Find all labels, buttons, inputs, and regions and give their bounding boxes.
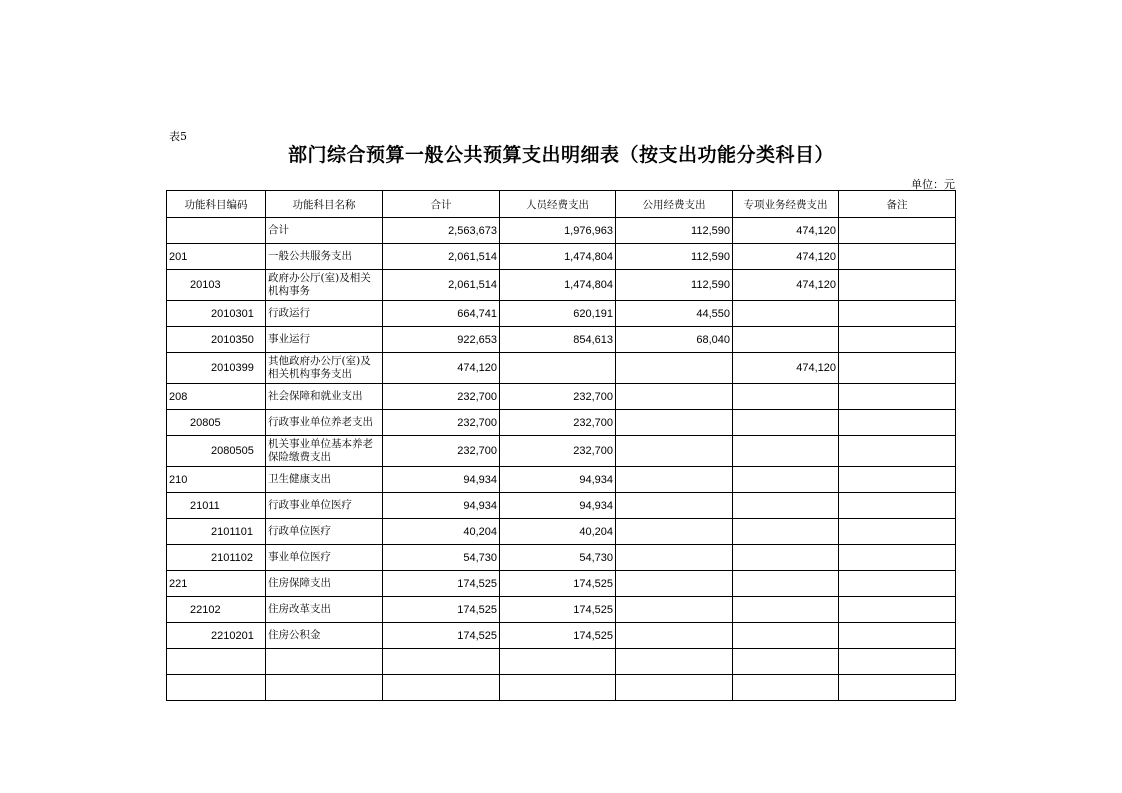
cell-personnel: 174,525 bbox=[500, 623, 616, 649]
cell-special bbox=[733, 493, 839, 519]
cell-note bbox=[839, 327, 956, 353]
cell-personnel: 620,191 bbox=[500, 301, 616, 327]
cell-code bbox=[167, 675, 266, 701]
cell-special bbox=[733, 675, 839, 701]
table-row bbox=[167, 623, 956, 649]
cell-code: 2010399 bbox=[167, 353, 266, 384]
column-header-public: 公用经费支出 bbox=[616, 191, 733, 218]
cell-public: 112,590 bbox=[616, 270, 733, 301]
cell-name bbox=[266, 649, 383, 675]
table-header-row bbox=[167, 191, 956, 218]
cell-personnel bbox=[500, 649, 616, 675]
cell-special: 474,120 bbox=[733, 218, 839, 244]
cell-total: 2,061,514 bbox=[383, 270, 500, 301]
cell-total: 474,120 bbox=[383, 353, 500, 384]
cell-total: 922,653 bbox=[383, 327, 500, 353]
cell-total: 94,934 bbox=[383, 493, 500, 519]
cell-total: 2,061,514 bbox=[383, 244, 500, 270]
cell-note bbox=[839, 467, 956, 493]
cell-personnel bbox=[500, 675, 616, 701]
cell-name: 行政事业单位养老支出 bbox=[266, 410, 383, 436]
cell-total bbox=[383, 675, 500, 701]
table-row bbox=[167, 353, 956, 384]
cell-total: 40,204 bbox=[383, 519, 500, 545]
table-row bbox=[167, 675, 956, 701]
cell-total: 54,730 bbox=[383, 545, 500, 571]
column-header-total: 合计 bbox=[383, 191, 500, 218]
table-row bbox=[167, 436, 956, 467]
cell-special bbox=[733, 436, 839, 467]
cell-note bbox=[839, 301, 956, 327]
cell-total: 174,525 bbox=[383, 597, 500, 623]
cell-personnel: 1,976,963 bbox=[500, 218, 616, 244]
cell-total bbox=[383, 649, 500, 675]
cell-public: 112,590 bbox=[616, 218, 733, 244]
cell-name: 机关事业单位基本养老保险缴费支出 bbox=[266, 436, 383, 467]
cell-total: 232,700 bbox=[383, 410, 500, 436]
cell-total: 2,563,673 bbox=[383, 218, 500, 244]
cell-total: 664,741 bbox=[383, 301, 500, 327]
table-row bbox=[167, 649, 956, 675]
cell-total: 174,525 bbox=[383, 571, 500, 597]
cell-code: 2101101 bbox=[167, 519, 266, 545]
cell-public bbox=[616, 675, 733, 701]
cell-personnel: 232,700 bbox=[500, 410, 616, 436]
cell-special bbox=[733, 571, 839, 597]
cell-name: 合计 bbox=[266, 218, 383, 244]
cell-special bbox=[733, 545, 839, 571]
cell-total: 232,700 bbox=[383, 436, 500, 467]
cell-public bbox=[616, 545, 733, 571]
cell-note bbox=[839, 649, 956, 675]
cell-special bbox=[733, 649, 839, 675]
cell-name: 住房公积金 bbox=[266, 623, 383, 649]
page-title: 部门综合预算一般公共预算支出明细表（按支出功能分类科目） bbox=[287, 144, 834, 166]
cell-personnel: 232,700 bbox=[500, 384, 616, 410]
cell-total: 94,934 bbox=[383, 467, 500, 493]
cell-note bbox=[839, 597, 956, 623]
cell-code: 20103 bbox=[167, 270, 266, 301]
cell-public bbox=[616, 597, 733, 623]
cell-name: 行政单位医疗 bbox=[266, 519, 383, 545]
cell-code: 221 bbox=[167, 571, 266, 597]
cell-note bbox=[839, 493, 956, 519]
cell-special: 474,120 bbox=[733, 270, 839, 301]
table-row bbox=[167, 467, 956, 493]
cell-code: 21011 bbox=[167, 493, 266, 519]
cell-code: 208 bbox=[167, 384, 266, 410]
cell-note bbox=[839, 410, 956, 436]
cell-personnel: 854,613 bbox=[500, 327, 616, 353]
cell-personnel: 40,204 bbox=[500, 519, 616, 545]
cell-special bbox=[733, 327, 839, 353]
table-row bbox=[167, 410, 956, 436]
table-row bbox=[167, 327, 956, 353]
table-body bbox=[167, 218, 956, 701]
column-header-name: 功能科目名称 bbox=[266, 191, 383, 218]
cell-code: 2010301 bbox=[167, 301, 266, 327]
cell-personnel: 174,525 bbox=[500, 571, 616, 597]
cell-total: 174,525 bbox=[383, 623, 500, 649]
cell-personnel: 1,474,804 bbox=[500, 244, 616, 270]
cell-code: 2210201 bbox=[167, 623, 266, 649]
cell-public bbox=[616, 519, 733, 545]
cell-name: 其他政府办公厅(室)及相关机构事务支出 bbox=[266, 353, 383, 384]
cell-public bbox=[616, 384, 733, 410]
cell-public bbox=[616, 649, 733, 675]
cell-name: 事业单位医疗 bbox=[266, 545, 383, 571]
cell-note bbox=[839, 436, 956, 467]
cell-special bbox=[733, 410, 839, 436]
cell-name: 卫生健康支出 bbox=[266, 467, 383, 493]
cell-personnel bbox=[500, 353, 616, 384]
cell-note bbox=[839, 571, 956, 597]
column-header-code: 功能科目编码 bbox=[167, 191, 266, 218]
cell-code: 20805 bbox=[167, 410, 266, 436]
cell-public bbox=[616, 467, 733, 493]
cell-note bbox=[839, 384, 956, 410]
cell-name: 政府办公厅(室)及相关机构事务 bbox=[266, 270, 383, 301]
cell-name bbox=[266, 675, 383, 701]
column-header-personnel: 人员经费支出 bbox=[500, 191, 616, 218]
cell-personnel: 94,934 bbox=[500, 493, 616, 519]
cell-personnel: 94,934 bbox=[500, 467, 616, 493]
cell-public bbox=[616, 571, 733, 597]
sheet-label: 表5 bbox=[169, 130, 187, 143]
table-row bbox=[167, 545, 956, 571]
cell-special bbox=[733, 519, 839, 545]
cell-code bbox=[167, 218, 266, 244]
cell-note bbox=[839, 218, 956, 244]
cell-code: 201 bbox=[167, 244, 266, 270]
table-row bbox=[167, 218, 956, 244]
table-row bbox=[167, 493, 956, 519]
cell-personnel: 54,730 bbox=[500, 545, 616, 571]
table-row bbox=[167, 270, 956, 301]
table-row bbox=[167, 301, 956, 327]
cell-special bbox=[733, 384, 839, 410]
cell-public bbox=[616, 623, 733, 649]
cell-personnel: 174,525 bbox=[500, 597, 616, 623]
cell-public bbox=[616, 493, 733, 519]
cell-note bbox=[839, 270, 956, 301]
cell-note bbox=[839, 353, 956, 384]
cell-special bbox=[733, 467, 839, 493]
cell-name: 社会保障和就业支出 bbox=[266, 384, 383, 410]
cell-special bbox=[733, 301, 839, 327]
cell-special bbox=[733, 623, 839, 649]
cell-note bbox=[839, 244, 956, 270]
budget-table bbox=[166, 190, 956, 701]
cell-name: 行政事业单位医疗 bbox=[266, 493, 383, 519]
cell-note bbox=[839, 623, 956, 649]
cell-name: 一般公共服务支出 bbox=[266, 244, 383, 270]
column-header-special: 专项业务经费支出 bbox=[733, 191, 839, 218]
cell-code: 210 bbox=[167, 467, 266, 493]
cell-personnel: 1,474,804 bbox=[500, 270, 616, 301]
cell-code: 22102 bbox=[167, 597, 266, 623]
cell-name: 事业运行 bbox=[266, 327, 383, 353]
table-row bbox=[167, 597, 956, 623]
cell-special: 474,120 bbox=[733, 353, 839, 384]
table-row bbox=[167, 384, 956, 410]
cell-public bbox=[616, 410, 733, 436]
cell-special bbox=[733, 597, 839, 623]
cell-public bbox=[616, 353, 733, 384]
unit-label: 单位：元 bbox=[911, 178, 955, 191]
cell-note bbox=[839, 675, 956, 701]
column-header-note: 备注 bbox=[839, 191, 956, 218]
table-row bbox=[167, 244, 956, 270]
cell-code bbox=[167, 649, 266, 675]
cell-public: 44,550 bbox=[616, 301, 733, 327]
cell-public: 68,040 bbox=[616, 327, 733, 353]
cell-name: 住房改革支出 bbox=[266, 597, 383, 623]
cell-total: 232,700 bbox=[383, 384, 500, 410]
cell-note bbox=[839, 519, 956, 545]
cell-public bbox=[616, 436, 733, 467]
cell-code: 2080505 bbox=[167, 436, 266, 467]
cell-note bbox=[839, 545, 956, 571]
cell-code: 2101102 bbox=[167, 545, 266, 571]
cell-public: 112,590 bbox=[616, 244, 733, 270]
cell-special: 474,120 bbox=[733, 244, 839, 270]
table-row bbox=[167, 571, 956, 597]
cell-name: 住房保障支出 bbox=[266, 571, 383, 597]
cell-name: 行政运行 bbox=[266, 301, 383, 327]
cell-personnel: 232,700 bbox=[500, 436, 616, 467]
table-row bbox=[167, 519, 956, 545]
cell-code: 2010350 bbox=[167, 327, 266, 353]
